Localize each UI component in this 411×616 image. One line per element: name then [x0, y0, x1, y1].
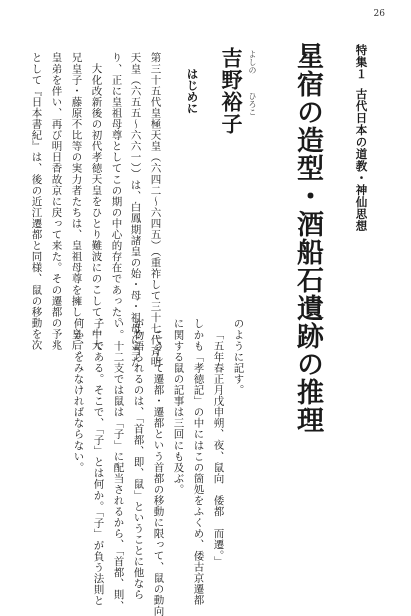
body-column: として『日本書紀』は、後の近江遷都と同様、鼠の移動を次	[30, 52, 43, 351]
body-column: のように記す。	[232, 318, 245, 396]
body-column: 何か、をみなければならない。	[72, 318, 85, 473]
body-column: 兄皇子・藤原不比等の実力者たちは、皇祖母尊を擁し、皇后、	[70, 52, 83, 362]
author-ruby-family: よしの	[248, 50, 257, 74]
body-column: 「五年春正月戊申朔、夜、鼠向 倭都 而遷。」	[212, 329, 225, 567]
body-column: 大化改新後の初代孝徳天皇をひとり難波にのこして、中大	[90, 63, 103, 351]
feature-label	[355, 44, 367, 232]
article-title: 星宿の造型・酒船石遺跡の推理	[292, 42, 323, 434]
body-column: しかも「孝徳記」の中にはこの箇処をふくめ、倭古京遷都	[192, 318, 205, 606]
body-column: 皇弟を伴い、再び明日香故京に戻って来た。その遷都の予兆	[50, 52, 63, 351]
body-column: り、正に皇祖母尊としてこの期の中心的存在であった。	[110, 52, 123, 329]
author-ruby	[248, 50, 256, 116]
section-heading: はじめに	[185, 68, 200, 114]
body-column: こうして遷都・遷都という首都の移動に限って、鼠の動向	[152, 329, 165, 616]
body-column: が物語られるのは、「首都、即、鼠」ということに他なら	[132, 318, 145, 601]
author-name: 吉野裕子	[219, 47, 244, 135]
feature-subject: 古代日本の道教・神仙思想	[354, 88, 369, 232]
body-column: い。十二支では鼠は「子」に配当されるから、「首都、則、	[112, 318, 125, 612]
page-number: 26	[373, 9, 385, 19]
body-column: 第三十五代皇極天皇（六四二〜六四五）（重祚して三十七代斉明	[149, 52, 162, 368]
body-column: に関する鼠の記事は三回にも及ぶ。	[172, 318, 185, 495]
author-ruby-given: ひろこ	[248, 92, 257, 116]
body-column: 天皇（六五五〜六六一））は、白鳳期諸皇の始・母・祖母に当た	[129, 52, 142, 368]
body-column: 子」である。そこで、「子」とは何か。「子」が負う法則と	[92, 318, 105, 606]
feature-number: 特集１	[354, 44, 369, 80]
